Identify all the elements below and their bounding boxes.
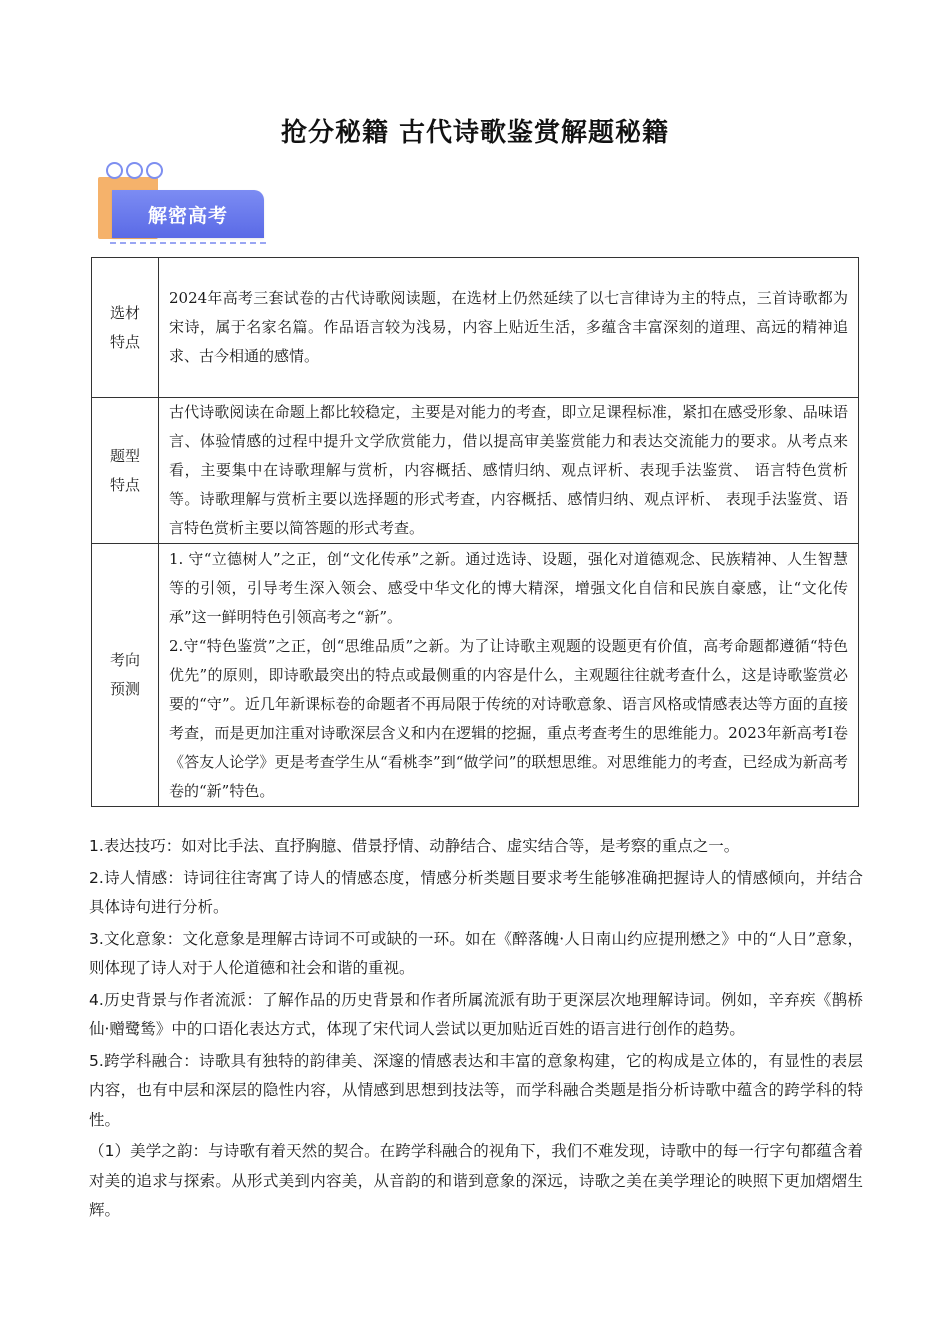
row-content: 古代诗歌阅读在命题上都比较稳定，主要是对能力的考查，即立足课程标准，紧扣在感受形象、品味语言、体验情感的过程中提升文学欣赏能力，借以提高审美鉴赏能力和表达交流能力的要求。从考点来看，主要集中在诗歌理解与赏析，内容概括、感情归纳、观点评析、表现手法鉴赏、 语言特色赏析等。诗歌理解与赏析主要以选择题的形式考查，内容概括、感情归纳、观点评析、 表现手法鉴赏、语言特色赏析主要以简答题的形式考查。 [159, 398, 859, 544]
list-item: （1）美学之韵：与诗歌有着天然的契合。在跨学科融合的视角下，我们不难发现，诗歌中的每一行字句都蕴含着对美的追求与探索。从形式美到内容美，从音韵的和谐到意象的深远，诗歌之美在美学理论的映照下更加熠熠生辉。 [89, 1142, 863, 1219]
list-item: 4.历史背景与作者流派：了解作品的历史背景和作者所属流派有助于更深层次地理解诗词。例如，辛弃疾《鹊桥仙·赠鹭鸶》中的口语化表达方式，体现了宋代词人尝试以更加贴近百姓的语言进行创作的趋势。 [89, 990, 863, 1038]
row-label: 考向 预测 [92, 544, 159, 807]
list-item: 2.诗人情感：诗词往往寄寓了诗人的情感态度，情感分析类题目要求考生能够准确把握诗人的情感倾向，并结合具体诗句进行分析。 [89, 868, 863, 916]
row-label: 题型 特点 [92, 398, 159, 544]
section-badge [96, 160, 268, 250]
row-label: 选材 特点 [92, 258, 159, 398]
badge-dashed-line [110, 242, 266, 244]
table-row-material [92, 258, 859, 398]
binder-rings-icon [106, 162, 163, 179]
list-item: 3.文化意象：文化意象是理解古诗词不可或缺的一环。如在《醉落魄·人日南山约应提刑懋之》中的“人日”意象，则体现了诗人对于人伦道德和社会和谐的重视。 [89, 929, 863, 977]
page-title: 抢分秘籍 古代诗歌鉴赏解题秘籍 [280, 118, 670, 148]
table-row-question-type [92, 398, 859, 544]
list-item: 1.表达技巧：如对比手法、直抒胸臆、借景抒情、动静结合、虚实结合等，是考察的重点之一。 [89, 837, 740, 855]
badge-label: 解密高考 [147, 204, 228, 227]
exam-analysis-table [91, 257, 859, 807]
row-content: 1. 守“立德树人”之正，创“文化传承”之新。通过选诗、设题，强化对道德观念、民族精神、人生智慧等的引领，引导考生深入领会、感受中华文化的博大精深，增强文化自信和民族自豪感，让“文化传承”这一鲜明特色引领高考之“新”。 2.守“特色鉴赏”之正，创“思维品质”之新。为了让诗歌主观题的设题更有价值，高考命题都遵循“特色优先”的原则，即诗歌最突出的特点或最侧重的内容是什么，主观题往往就考查什么，这是诗歌鉴赏必要的“守”。近几年新课标卷的命题者不再局限于传统的对诗歌意象、语言风格或情感表达等方面的直接考查，而是更加注重对诗歌深层含义和内在逻辑的挖掘，重点考查考生的思维能力。2023年新高考Ⅰ卷《答友人论学》更是考查学生从“看桃李”到“做学问”的联想思维。对思维能力的考查，已经成为新高考卷的“新”特色。 [159, 544, 859, 807]
badge-label-box [112, 190, 264, 238]
key-points-list [89, 832, 863, 1228]
list-item: 5.跨学科融合：诗歌具有独特的韵律美、深邃的情感表达和丰富的意象构建，它的构成是立体的，有显性的表层内容，也有中层和深层的隐性内容，从情感到思想到技法等，而学科融合类题是指分析诗歌中蕴含的跨学科的特性。 [89, 1051, 863, 1129]
table-row-forecast [92, 544, 859, 807]
row-content: 2024年高考三套试卷的古代诗歌阅读题，在选材上仍然延续了以七言律诗为主的特点，三首诗歌都为宋诗，属于名家名篇。作品语言较为浅易，内容上贴近生活，多蕴含丰富深刻的道理、高远的精神追求、古今相通的感情。 [159, 258, 859, 398]
